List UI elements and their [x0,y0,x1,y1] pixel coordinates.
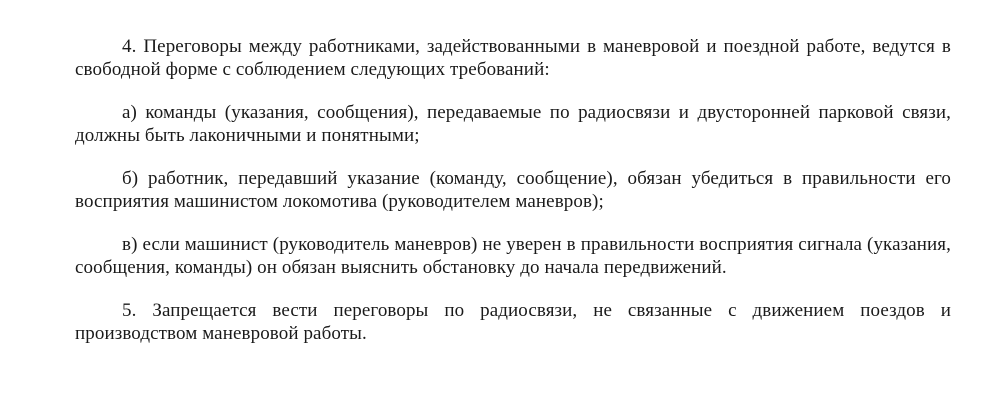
paragraph-subitem-b: б) работник, передавший указание (команду, сообщение), обязан убедиться в правильности его восприятия машинистом локомотива (руководителем маневров); [75,168,951,212]
paragraph-item-4: 4. Переговоры между работниками, задействованными в маневровой и поездной работе, ведутся в свободной форме с соблюдением следующих требований: [75,36,951,80]
paragraph-subitem-a: а) команды (указания, сообщения), передаваемые по радиосвязи и двусторонней парковой связи, должны быть лаконичными и понятными; [75,102,951,146]
paragraph-subitem-v: в) если машинист (руководитель маневров) не уверен в правильности восприятия сигнала (указания, сообщения, команды) он обязан выяснить обстановку до начала передвижений. [75,234,951,278]
document-body [75,35,951,365]
paragraph-item-5: 5. Запрещается вести переговоры по радиосвязи, не связанные с движением поездов и производством маневровой работы. [75,300,951,344]
